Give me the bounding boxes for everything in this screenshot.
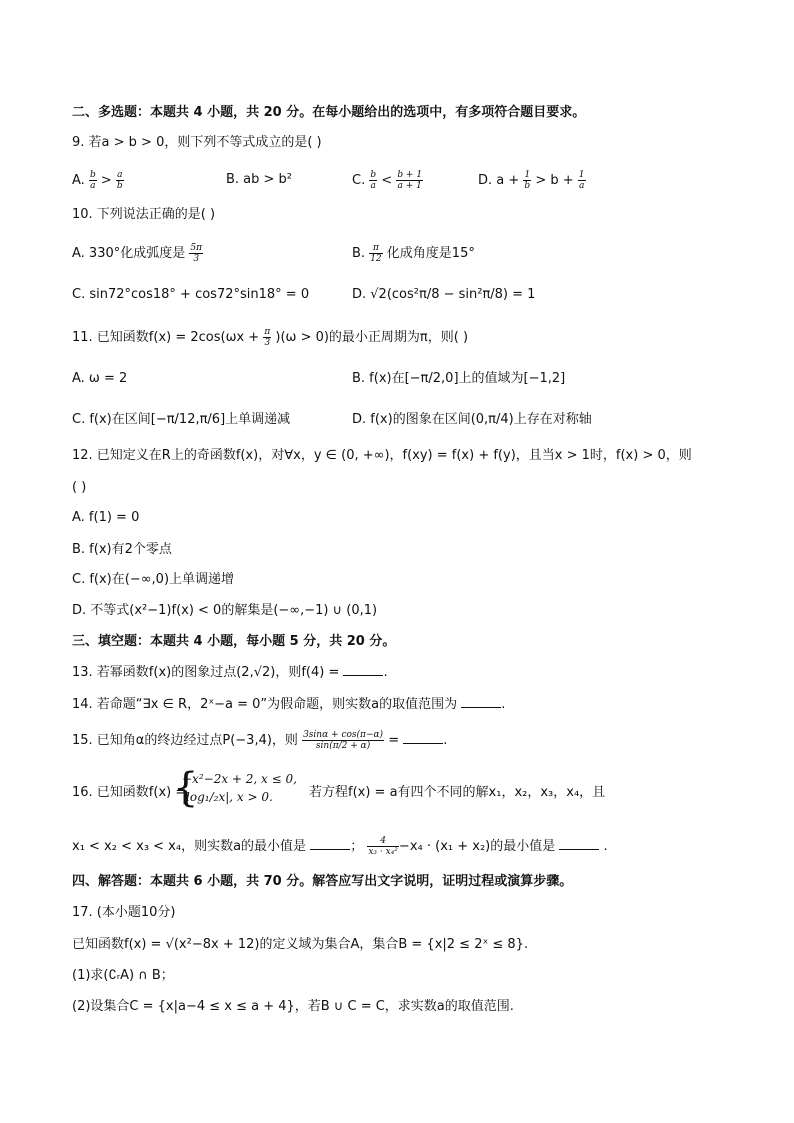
q9-d-label: D. a + [478,173,520,188]
q9-d-frac-2: $\frac{1}{a}$ [578,170,585,191]
q9-option-b: B. ab > b² [226,172,293,187]
q15-frac: $\frac{3\sin\alpha + \cos(\pi-\alpha)}{\sin(\pi/2 + \alpha)}$ [303,730,384,751]
q9-c-frac-right: $\frac{b + 1}{a + 1}$ [397,170,423,191]
q13-text: 13. 若幂函数f(x)的图象过点(2,√2)，则f(4) = [72,665,340,680]
q9-stem: 9. 若a > b > 0，则下列不等式成立的是( ) [72,135,322,150]
q16-line2 [72,836,608,857]
q16-frac: $\frac{4}{\text{x₃ · x₄²}}$ [368,836,398,857]
q10-stem: 10. 下列说法正确的是( ) [72,207,216,222]
q16-end: . [603,839,608,854]
q11-option-c: C. f(x)在区间[−π/12,π/6]上单调递减 [72,412,291,427]
q12-option-a: A. f(1) = 0 [72,510,140,525]
q10-a-frac: $\frac{5\pi}{3}$ [190,243,203,264]
q16-brace: { [173,765,199,811]
q14 [72,695,505,715]
q9-c-frac-left: $\frac{b}{a}$ [370,170,377,191]
q11-stem-frac: $\frac{\pi}{3}$ [264,327,271,348]
q16-line2-sep: ； [350,839,364,854]
q16-piece-1: −x²−2x + 2, x ≤ 0, [182,772,297,786]
q9-option-d [478,170,586,191]
q15-text: 15. 已知角α的终边经过点P(−3,4)，则 [72,733,298,748]
q12-option-b: B. f(x)有2个零点 [72,542,172,557]
q11-option-d: D. f(x)的图象在区间(0,π/4)上存在对称轴 [352,412,592,427]
q11-option-b: B. f(x)在[−π/2,0]上的值域为[−1,2] [352,371,566,386]
section-4-heading: 四、解答题：本题共 6 小题，共 70 分。解答应写出文字说明，证明过程或演算步骤。 [72,874,573,889]
q16-stem-pre: 16. 已知函数f(x) = [72,785,187,800]
q12-stem-line2: ( ) [72,480,87,495]
q9-c-label: C. [352,173,366,188]
q11-stem-pre: 11. 已知函数f(x) = 2cos(ωx + [72,330,260,345]
q9-option-c [352,170,423,191]
q10-a-text: A. 330°化成弧度是 [72,246,186,261]
q16-answer-blank-2[interactable] [559,848,599,850]
q17-line-2: (1)求(∁ᵣA) ∩ B； [72,968,174,983]
q17-title: 17. (本小题10分) [72,905,176,920]
q11-option-a: A. ω = 2 [72,371,128,386]
q12-option-c: C. f(x)在(−∞,0)上单调递增 [72,572,235,587]
q12-option-d: D. 不等式(x²−1)f(x) < 0的解集是(−∞,−1) ∪ (0,1) [72,603,378,618]
q9-a-op: > [100,173,112,188]
q10-option-d: D. √2(cos²π/8 − sin²π/8) = 1 [352,287,536,302]
q9-c-op: < [381,173,393,188]
q9-a-frac-right: $\frac{a}{b}$ [116,170,123,191]
q14-end: . [501,697,506,712]
q16-line2-post: −x₄ · (x₁ + x₂)的最小值是 [398,839,556,854]
q14-answer-blank[interactable] [461,706,501,708]
q9-option-a [72,170,124,191]
q13-end: . [383,665,388,680]
q16-stem-post: 若方程f(x) = a有四个不同的解x₁，x₂，x₃，x₄，且 [309,785,606,800]
q17-line-1: 已知函数f(x) = √(x²−8x + 12)的定义域为集合A，集合B = {x|2 ≤ 2ˣ ≤ 8}. [72,937,529,952]
q16-line2-pre: x₁ < x₂ < x₃ < x₄，则实数a的最小值是 [72,839,307,854]
q10-option-b [352,243,475,264]
q15 [72,730,447,751]
q13-answer-blank[interactable] [343,674,383,676]
q11-stem-post: )(ω > 0)的最小正周期为π，则( ) [275,330,469,345]
q13 [72,663,388,683]
q10-option-a [72,243,203,264]
q10-option-c: C. sin72°cos18° + cos72°sin18° = 0 [72,287,310,302]
q17-line-3: (2)设集合C = {x|a−4 ≤ x ≤ a + 4}，若B ∪ C = C，求实数a的取值范围. [72,999,514,1014]
q15-equals: = [388,733,400,748]
q10-b-frac: $\frac{\pi}{12}$ [370,243,382,264]
q12-stem-line1: 12. 已知定义在R上的奇函数f(x)，对∀x，y ∈ (0, +∞)，f(xy) = f(x) + f(y)，且当x > 1时，f(x) > 0，则 [72,448,692,463]
q10-b-label: B. [352,246,366,261]
q9-d-frac-1: $\frac{1}{b}$ [524,170,531,191]
q14-text: 14. 若命题“∃x ∈ R，2ˣ−a = 0”为假命题，则实数a的取值范围为 [72,697,458,712]
q10-b-text: 化成角度是15° [386,246,475,261]
q9-a-label: A. [72,173,85,188]
q15-answer-blank[interactable] [403,742,443,744]
q11-stem [72,327,468,348]
section-2-heading: 二、多选题：本题共 4 小题，共 20 分。在每小题给出的选项中，有多项符合题目要求。 [72,105,586,120]
q16-answer-blank-1[interactable] [310,848,350,850]
section-3-heading: 三、填空题：本题共 4 小题，每小题 5 分，共 20 分。 [72,634,396,649]
q9-a-frac-left: $\frac{b}{a}$ [89,170,96,191]
q9-d-mid: > b + [535,173,574,188]
q15-end: . [443,733,448,748]
q16-piece-2: |log₁/₂x|, x > 0. [182,790,273,804]
